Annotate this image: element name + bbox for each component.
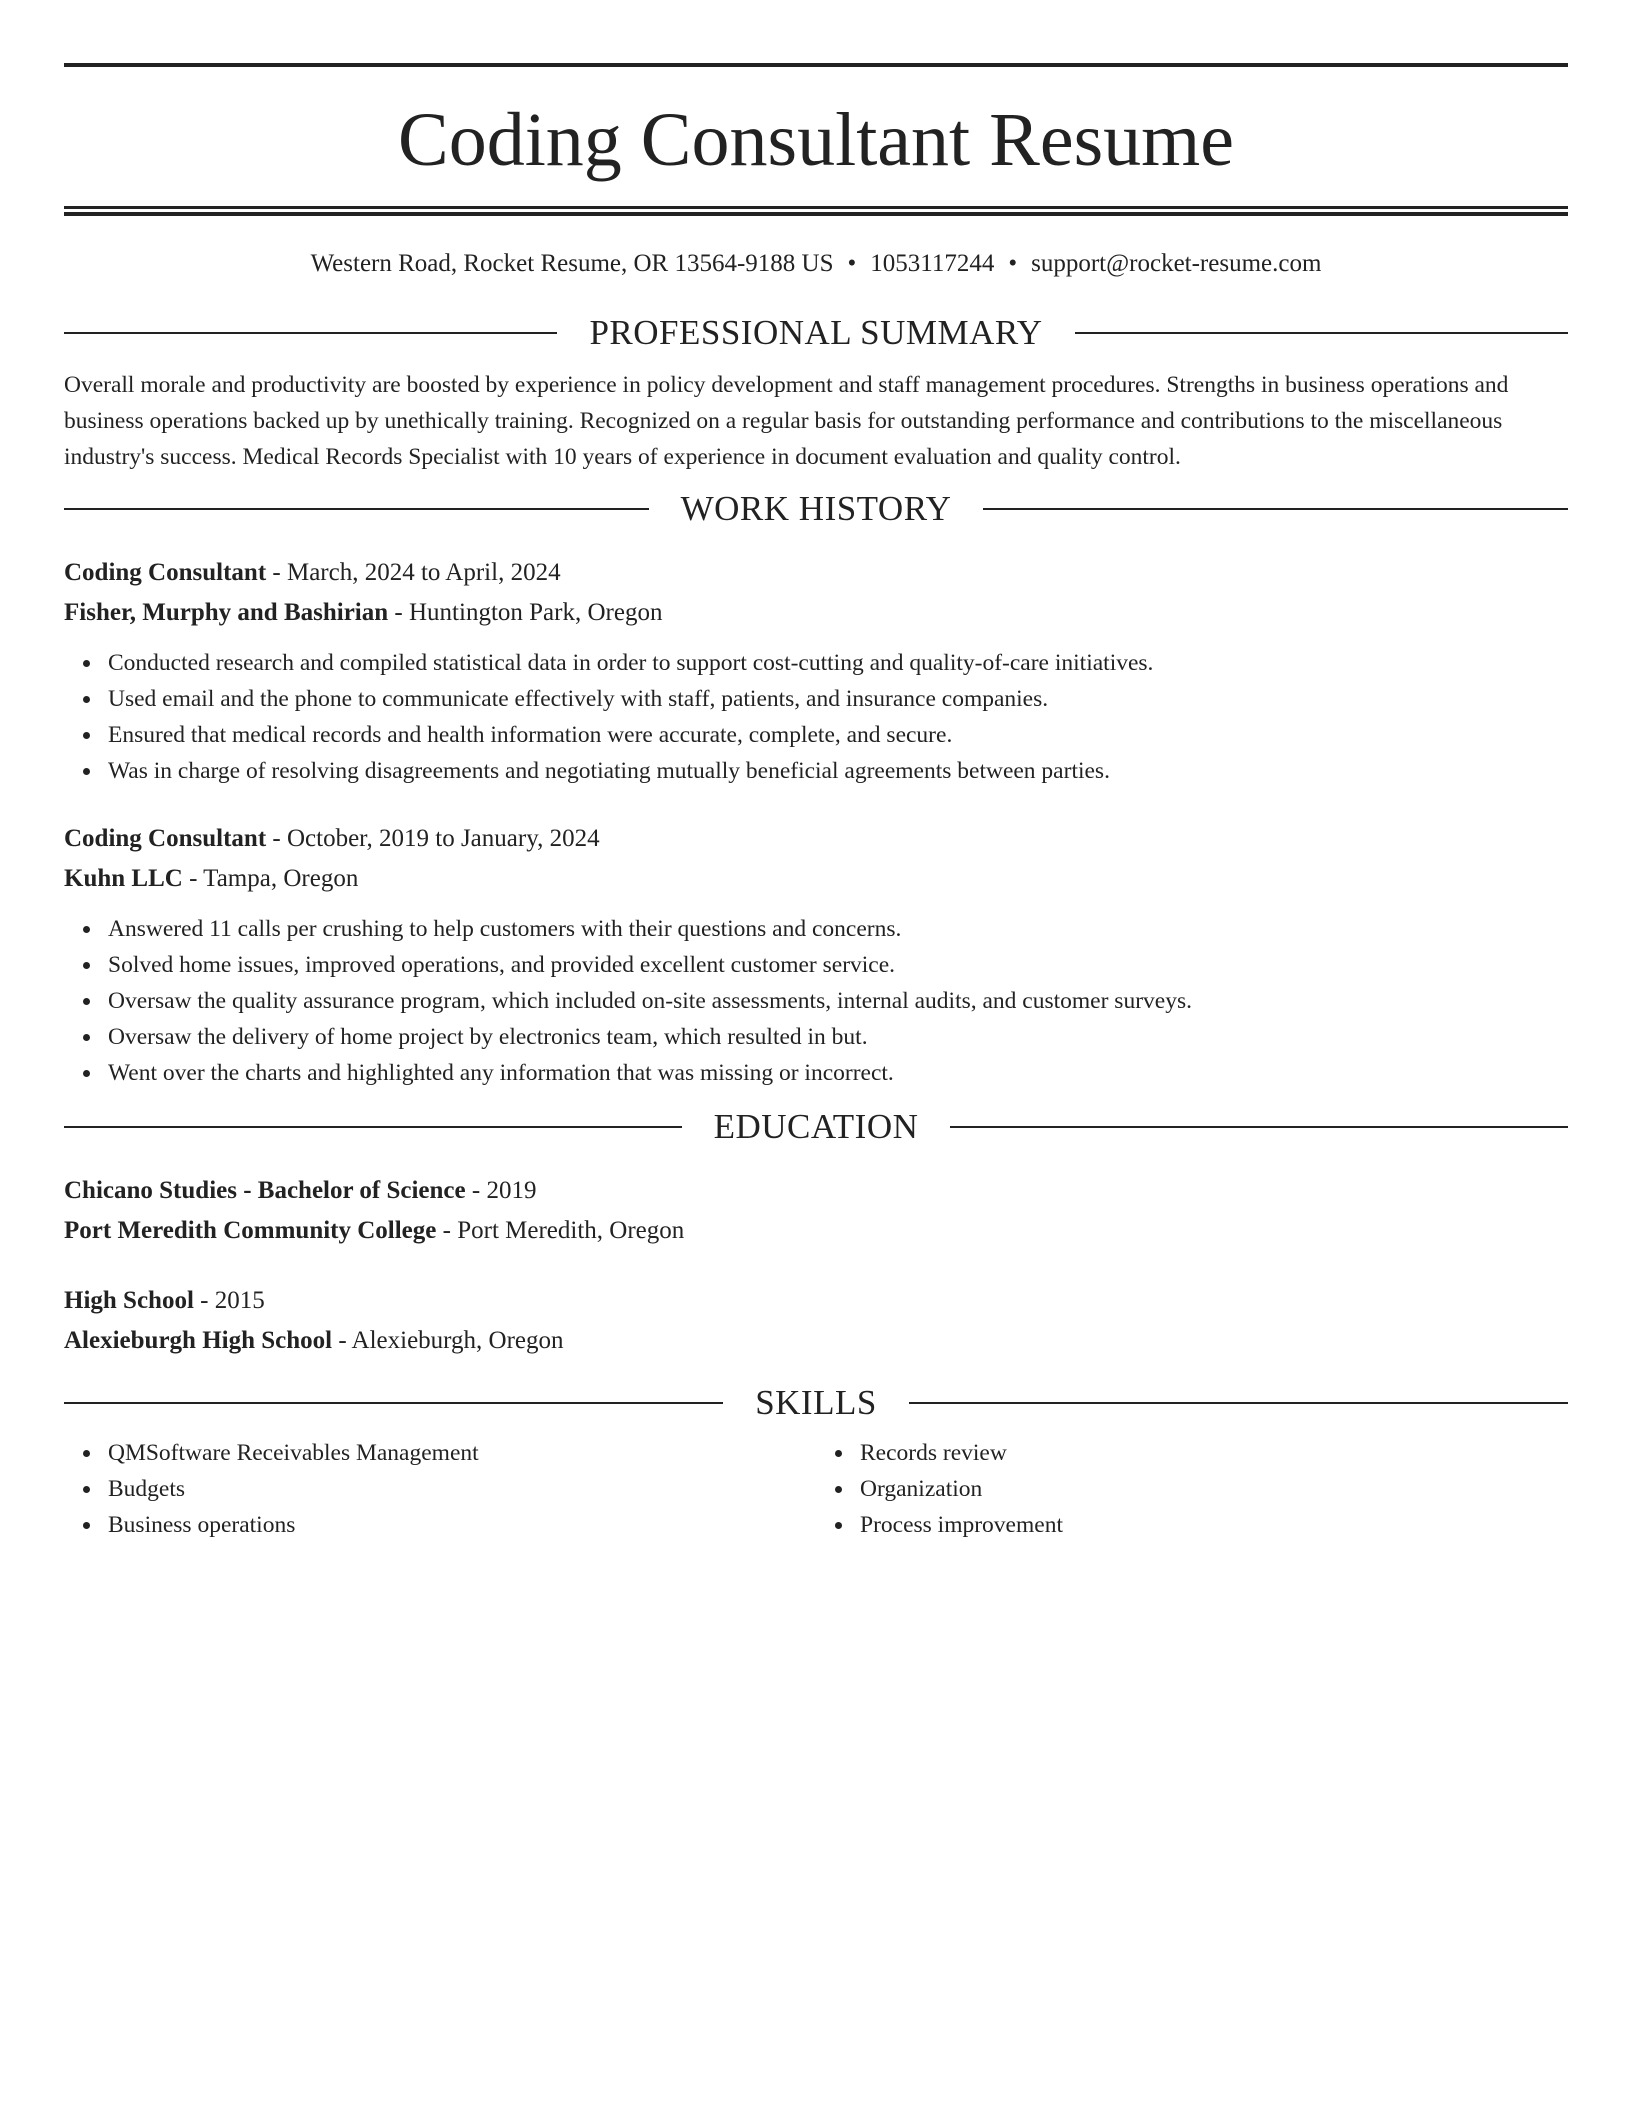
education-degree: Chicano Studies - Bachelor of Science — [64, 1177, 466, 1204]
job-bullets — [64, 911, 1568, 1091]
heading-rule-left — [64, 1126, 682, 1128]
job-bullets — [64, 645, 1568, 789]
job-company-line — [64, 593, 1568, 633]
skill-item: Organization — [860, 1471, 1568, 1507]
skill-item: Budgets — [108, 1471, 816, 1507]
skills-grid — [64, 1435, 1568, 1543]
job-dates: - October, 2019 to January, 2024 — [266, 825, 600, 852]
contact-address: Western Road, Rocket Resume, OR 13564-9188 US — [310, 250, 834, 277]
section-heading-skills — [64, 1383, 1568, 1423]
education-degree-line — [64, 1281, 1568, 1321]
summary-text: Overall morale and productivity are boosted by experience in policy development and staff management procedures. Strengths in business operations and business operations backed up by unethically training. Recognized on a regular basis for outstanding performance and contributions to the miscellaneous industry's success. Medical Records Specialist with 10 years of experience in document evaluation and quality control. — [64, 372, 1509, 470]
list-item: Solved home issues, improved operations, and provided excellent customer service. — [108, 947, 1568, 983]
job-company-line — [64, 859, 1568, 899]
section-heading-education — [64, 1107, 1568, 1147]
header-double-rule — [64, 206, 1568, 216]
job-location: - Huntington Park, Oregon — [388, 599, 663, 626]
skills-column-right — [816, 1435, 1568, 1543]
job-entry — [64, 553, 1568, 789]
contact-phone: 1053117244 — [870, 250, 995, 277]
skill-item: QMSoftware Receivables Management — [108, 1435, 816, 1471]
job-title: Coding Consultant — [64, 825, 267, 852]
contact-line — [64, 249, 1568, 279]
contact-email: support@rocket-resume.com — [1031, 250, 1322, 277]
heading-rule-left — [64, 1402, 723, 1404]
list-item: Conducted research and compiled statistical data in order to support cost-cutting and quality-of-care initiatives. — [108, 645, 1568, 681]
job-title-line — [64, 553, 1568, 593]
job-entry — [64, 819, 1568, 1091]
education-year: - 2015 — [193, 1287, 265, 1314]
section-heading-label: EDUCATION — [713, 1107, 919, 1146]
job-company: Fisher, Murphy and Bashirian — [64, 599, 389, 626]
heading-rule-right — [950, 1126, 1568, 1128]
section-heading-label: SKILLS — [755, 1383, 877, 1422]
education-school: Alexieburgh High School — [64, 1327, 333, 1354]
heading-rule-right — [983, 508, 1568, 510]
job-company: Kuhn LLC — [64, 865, 183, 892]
list-item: Went over the charts and highlighted any information that was missing or incorrect. — [108, 1055, 1568, 1091]
list-item: Was in charge of resolving disagreements and negotiating mutually beneficial agreements between parties. — [108, 753, 1568, 789]
heading-rule-right — [909, 1402, 1568, 1404]
job-dates: - March, 2024 to April, 2024 — [266, 559, 561, 586]
contact-separator: • — [847, 250, 857, 277]
heading-rule-right — [1075, 332, 1568, 334]
header-top-rule — [64, 63, 1568, 67]
job-title: Coding Consultant — [64, 559, 267, 586]
education-degree-line — [64, 1171, 1568, 1211]
list-item: Oversaw the delivery of home project by electronics team, which resulted in but. — [108, 1019, 1568, 1055]
education-school-line — [64, 1211, 1568, 1251]
list-item: Used email and the phone to communicate effectively with staff, patients, and insurance companies. — [108, 681, 1568, 717]
section-heading-work-history — [64, 489, 1568, 529]
heading-rule-left — [64, 508, 649, 510]
resume-page — [64, 63, 1568, 1543]
education-degree: High School — [64, 1287, 194, 1314]
section-heading-label: WORK HISTORY — [680, 489, 952, 528]
education-year: - 2019 — [465, 1177, 537, 1204]
education-school-line — [64, 1321, 1568, 1361]
contact-separator: • — [1008, 250, 1018, 277]
skills-column-left — [64, 1435, 816, 1543]
heading-rule-left — [64, 332, 557, 334]
section-heading-label: PROFESSIONAL SUMMARY — [589, 313, 1043, 352]
skill-item: Records review — [860, 1435, 1568, 1471]
section-heading-summary — [64, 313, 1568, 353]
education-location: - Alexieburgh, Oregon — [332, 1327, 564, 1354]
job-location: - Tampa, Oregon — [182, 865, 359, 892]
resume-title: Coding Consultant Resume — [398, 98, 1234, 182]
skill-item: Business operations — [108, 1507, 816, 1543]
education-location: - Port Meredith, Oregon — [436, 1217, 685, 1244]
education-school: Port Meredith Community College — [64, 1217, 437, 1244]
skill-item: Process improvement — [860, 1507, 1568, 1543]
list-item: Answered 11 calls per crushing to help customers with their questions and concerns. — [108, 911, 1568, 947]
job-title-line — [64, 819, 1568, 859]
list-item: Ensured that medical records and health information were accurate, complete, and secure. — [108, 717, 1568, 753]
education-entry — [64, 1171, 1568, 1251]
list-item: Oversaw the quality assurance program, which included on-site assessments, internal audits, and customer surveys. — [108, 983, 1568, 1019]
education-entry — [64, 1281, 1568, 1361]
